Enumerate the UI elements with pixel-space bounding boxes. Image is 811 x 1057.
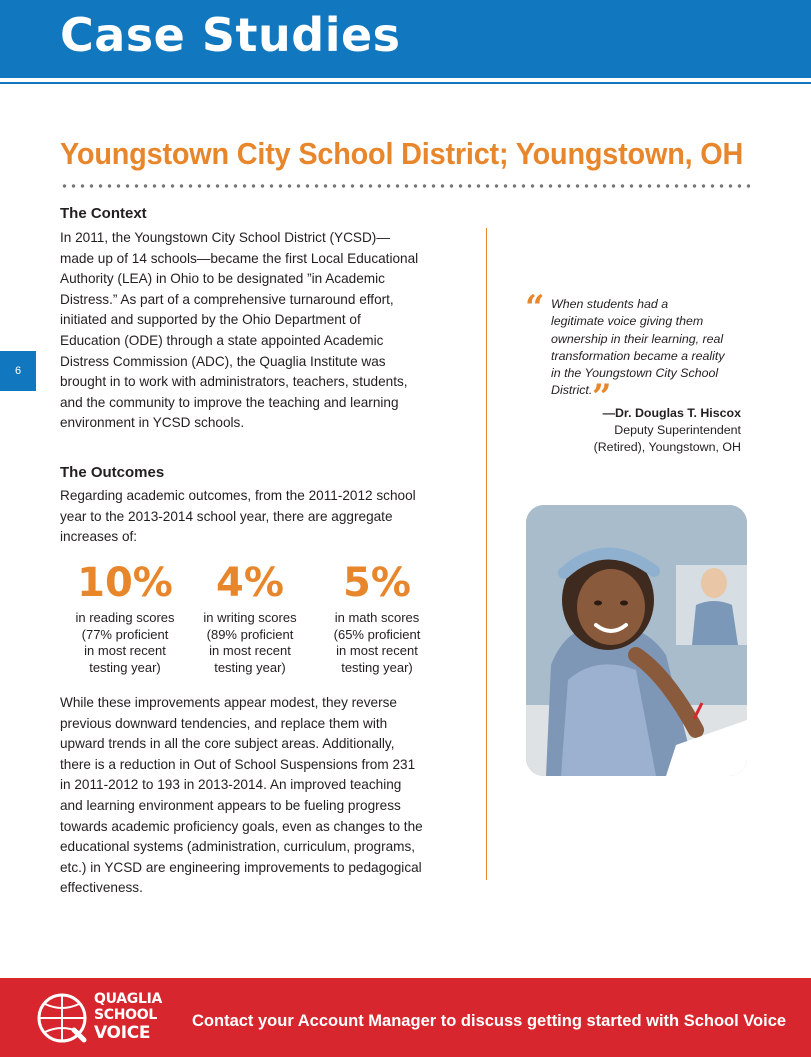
dotted-divider [60,183,750,189]
quote-line: in the Youngstown City School [551,366,719,381]
context-line: brought in to work with administrators, teachers, students, [60,374,408,390]
outcomes-closing-paragraph [60,693,445,899]
logo-text-line: QUAGLIA [94,991,163,1007]
context-line: Education (ODE) through a state appointed Academic [60,332,384,348]
pull-quote [551,296,751,400]
quote-attribution [594,405,741,456]
closing-line: upward trends in all the core subject areas. Additionally, [60,736,395,752]
student-photo [526,505,747,776]
outcomes-intro-line: Regarding academic outcomes, from the 2011-2012 school [60,488,416,503]
footer-bar [0,978,811,1057]
closing-line: effectiveness. [60,880,143,896]
close-quote-icon: ” [592,377,608,417]
stat-description [189,610,311,676]
closing-line: towards academic proficiency goals, even as changes to the [60,818,423,834]
footer-cta: Contact your Account Manager to discuss getting started with School Voice [192,1012,787,1030]
stat-value: 10% [77,560,173,606]
closing-line: educational systems (administration, curriculum, programs, [60,839,416,855]
quote-author: —Dr. Douglas T. Hiscox [602,406,741,420]
stat-value: 4% [216,560,284,606]
stat-value: 5% [343,560,411,606]
outcomes-intro-line: year to the 2013-2014 school year, there are aggregate [60,508,393,524]
stat-description [316,610,438,676]
stat-reading [64,560,186,676]
page-title: Case Studies [60,8,401,62]
logo-text-line: VOICE [94,1023,151,1043]
stat-desc-line: in most recent [84,643,166,658]
quaglia-logo-icon [36,992,88,1044]
open-quote-icon: “ [525,288,541,328]
stat-desc-line: testing year) [341,659,413,675]
closing-line: in 2011-2012 to 193 in 2013-2014. An improved teaching [60,777,402,793]
quote-line: District. [551,383,593,398]
stat-desc-line: in most recent [336,643,418,658]
stat-desc-line: in reading scores [75,610,175,625]
context-line: Distress.” As part of a comprehensive turnaround effort, [60,291,394,307]
context-line: initiated and supported by the Ohio Department of [60,312,361,328]
closing-line: and learning environment appears to be fueling progress [60,797,401,813]
quote-author-title: Deputy Superintendent [614,423,741,437]
quote-line: When students had a [551,297,669,311]
context-line: In 2011, the Youngstown City School District (YCSD)— [60,230,390,245]
closing-line: there is a reduction in Out of School Suspensions from 231 [60,756,416,772]
stat-desc-line: testing year) [89,659,161,675]
quote-line: ownership in their learning, real [551,331,724,346]
page-number-tab [0,351,36,391]
page-number: 6 [14,365,22,377]
stat-desc-line: testing year) [214,659,286,675]
stat-writing [189,560,311,676]
outcomes-intro-line: increases of: [60,529,138,545]
context-heading: The Context [60,205,147,222]
quote-line: legitimate voice giving them [551,314,704,329]
stat-math [316,560,438,676]
stat-description [64,610,186,676]
district-title: Youngstown City School District; Youngstown, OH [60,136,744,171]
context-line: Authority (LEA) in Ohio to be designated ”in Academic [60,271,385,287]
context-line: made up of 14 schools—became the first Local Educational [60,250,419,266]
closing-line: previous downward tendencies, and replace them with [60,715,388,731]
stat-desc-line: (65% proficient [333,626,421,642]
student-illustration [526,505,747,776]
closing-line: While these improvements appear modest, they reverse [60,695,397,710]
context-line: environment in YCSD schools. [60,415,245,431]
stat-desc-line: in math scores [334,610,420,625]
stat-desc-line: in writing scores [203,610,297,625]
outcomes-intro [60,486,445,548]
stat-desc-line: in most recent [209,643,291,658]
stat-desc-line: (77% proficient [81,626,169,642]
quote-line: transformation became a reality [551,348,725,363]
outcomes-heading: The Outcomes [60,464,165,481]
header-rule [0,82,811,84]
column-divider [486,228,487,880]
stat-desc-line: (89% proficient [206,626,294,642]
page-header [0,0,811,78]
context-line: and the community to improve the teaching and learning [60,394,399,410]
closing-line: etc.) in YCSD are engineering improvements to pedagogical [60,859,422,875]
context-paragraph [60,228,445,434]
quote-author-title: (Retired), Youngstown, OH [593,440,741,454]
logo-text-line: SCHOOL [94,1007,157,1023]
context-line: Distress Commission (ADC), the Quaglia Institute was [60,353,386,369]
